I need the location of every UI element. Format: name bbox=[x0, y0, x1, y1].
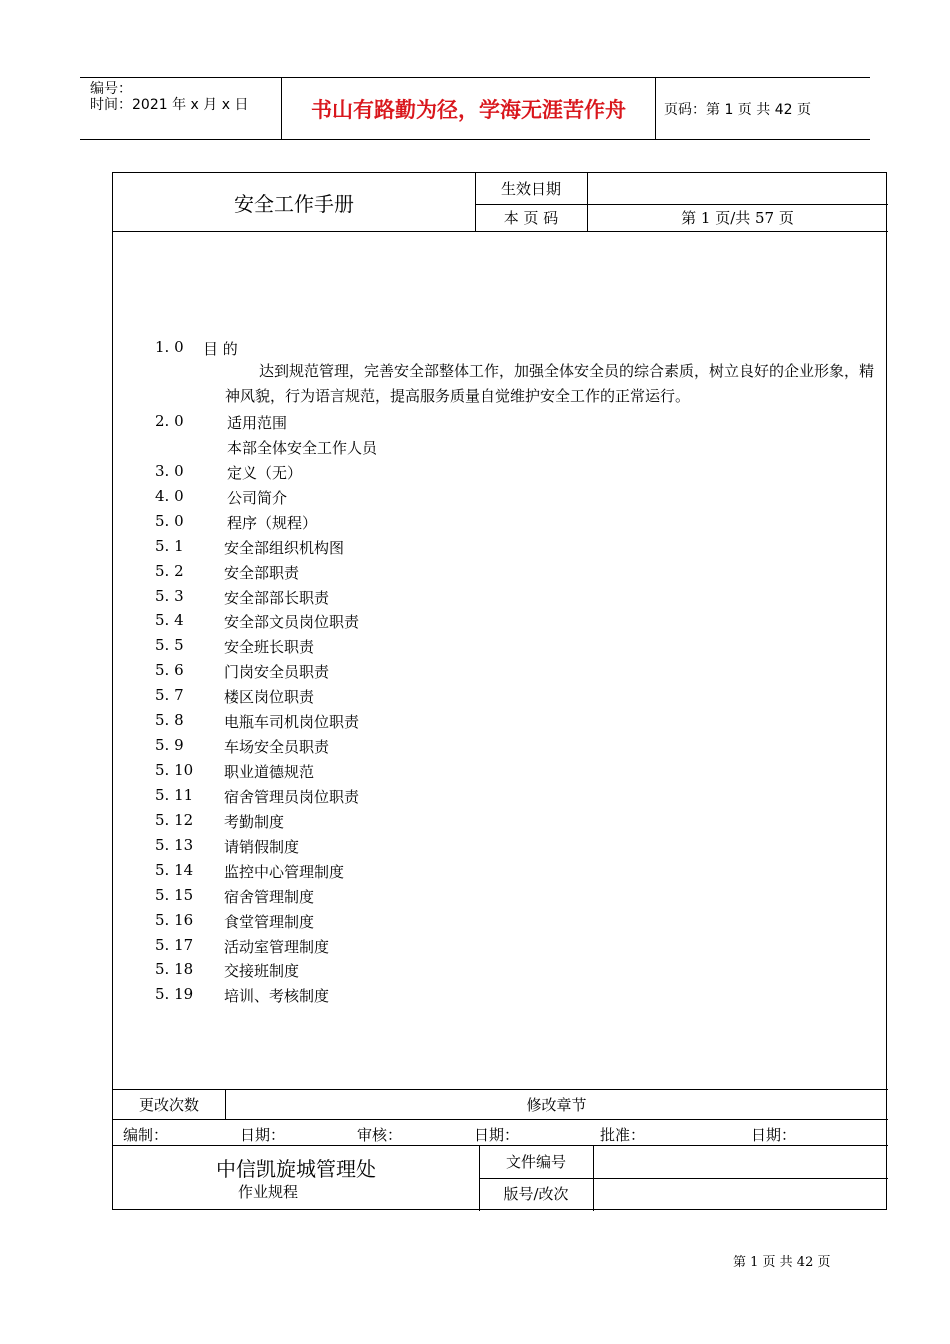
toc-item-label: 安全部文员岗位职责 bbox=[224, 613, 360, 632]
purpose-paragraph: 达到规范管理，完善安全部整体工作，加强全体安全员的综合素质，树立良好的企业形象，精神风貌，行为语言规范，提高服务质量自觉维护安全工作的正常运行。 bbox=[225, 362, 875, 405]
toc-item-label: 请销假制度 bbox=[224, 837, 300, 856]
toc-item-label: 交接班制度 bbox=[224, 962, 300, 981]
toc-item-label: 宿舍管理制度 bbox=[224, 887, 315, 906]
toc-item-label: 安全部部长职责 bbox=[224, 588, 330, 607]
toc-item-number: 5. 10 bbox=[155, 761, 194, 780]
manual-form bbox=[112, 172, 887, 1210]
version-label: 版号/改次 bbox=[503, 1185, 569, 1203]
effective-date-value bbox=[587, 173, 888, 204]
section-number: 1. 0 bbox=[155, 338, 184, 356]
toc-item-label: 门岗安全员职责 bbox=[224, 663, 330, 682]
toc-item-number: 5. 14 bbox=[155, 860, 194, 879]
this-page-value: 第 1 页/共 57 页 bbox=[681, 209, 794, 227]
doc-number-label: 文件编号 bbox=[505, 1153, 566, 1171]
toc-item-label: 电瓶车司机岗位职责 bbox=[224, 713, 360, 732]
toc-item-label: 楼区岗位职责 bbox=[224, 688, 315, 707]
toc-item-label: 考勤制度 bbox=[224, 812, 285, 831]
toc-item-number: 5. 2 bbox=[155, 561, 184, 580]
toc-item-number: 4. 0 bbox=[155, 486, 184, 505]
header-motto: 书山有路勤为径，学海无涯苦作舟 bbox=[281, 78, 656, 139]
toc-item-label: 安全班长职责 bbox=[224, 638, 315, 657]
toc-item-number: 5. 1 bbox=[155, 536, 184, 555]
reviewed-date-label: 日期： bbox=[474, 1126, 520, 1144]
section-title: 目 的 bbox=[203, 340, 238, 358]
toc-item-label: 车场安全员职责 bbox=[224, 738, 330, 757]
toc-item-label: 培训、考核制度 bbox=[224, 987, 330, 1006]
this-page-label: 本 页 码 bbox=[503, 209, 559, 227]
toc-item-number: 5. 12 bbox=[155, 810, 194, 829]
version-value bbox=[593, 1178, 888, 1209]
compiled-date-label: 日期： bbox=[240, 1126, 286, 1144]
toc-item-number: 5. 19 bbox=[155, 985, 194, 1004]
toc-item-number: 5. 4 bbox=[155, 611, 184, 630]
toc-item-number: 2. 0 bbox=[155, 412, 184, 430]
time-line: 时间：2021 年 x 月 x 日 bbox=[90, 97, 249, 113]
toc-item-number: 5. 0 bbox=[155, 511, 184, 530]
toc-item-label: 活动室管理制度 bbox=[224, 937, 330, 956]
number-label: 编号： bbox=[90, 81, 132, 97]
approved-by-label: 批准： bbox=[600, 1126, 646, 1144]
toc-item-label: 适用范围 bbox=[227, 414, 288, 432]
toc-item-label: 程序（规程） bbox=[227, 513, 318, 532]
toc-item-number: 5. 17 bbox=[155, 935, 194, 954]
approved-date-label: 日期： bbox=[751, 1126, 797, 1144]
toc-item-label: 食堂管理制度 bbox=[224, 912, 315, 931]
reviewed-by-label: 审核： bbox=[357, 1126, 403, 1144]
toc-item-number: 5. 9 bbox=[155, 736, 184, 755]
toc-item-number: 5. 5 bbox=[155, 636, 184, 655]
page-footer: 第 1 页 共 42 页 bbox=[733, 1255, 831, 1270]
compiled-by-label: 编制： bbox=[123, 1126, 169, 1144]
form-title: 安全工作手册 bbox=[234, 191, 354, 216]
procedure-type: 作业规程 bbox=[237, 1183, 298, 1201]
toc-item-number: 5. 13 bbox=[155, 835, 194, 854]
toc-item-label: 职业道德规范 bbox=[224, 763, 315, 782]
toc-item-number: 5. 7 bbox=[155, 686, 184, 705]
revision-count-label: 更改次数 bbox=[138, 1095, 199, 1114]
toc-item-label: 本部全体安全工作人员 bbox=[227, 438, 378, 457]
toc-item-number: 5. 3 bbox=[155, 586, 184, 605]
toc-item-number: 3. 0 bbox=[155, 461, 184, 480]
revision-chapter-label: 修改章节 bbox=[526, 1095, 587, 1114]
toc-item-label: 宿舍管理员岗位职责 bbox=[224, 787, 360, 806]
doc-number-value bbox=[593, 1145, 888, 1178]
toc-item-label: 定义（无） bbox=[227, 463, 303, 482]
toc-item-number: 5. 6 bbox=[155, 661, 184, 680]
toc-item-number: 5. 8 bbox=[155, 711, 184, 730]
toc-item-label: 安全部职责 bbox=[224, 563, 300, 582]
effective-date-label: 生效日期 bbox=[500, 180, 561, 198]
header-meta bbox=[80, 78, 281, 139]
toc-item-label: 安全部组织机构图 bbox=[224, 538, 345, 557]
toc-item-number: 5. 15 bbox=[155, 885, 194, 904]
toc-item-number: 5. 11 bbox=[155, 785, 194, 804]
toc-item-number: 5. 16 bbox=[155, 910, 194, 929]
toc-item-label: 监控中心管理制度 bbox=[224, 862, 345, 881]
document-header bbox=[80, 77, 870, 140]
header-page-code: 页码：第 1 页 共 42 页 bbox=[664, 101, 811, 118]
toc-item-number: 5. 18 bbox=[155, 960, 194, 979]
organization-name: 中信凯旋城管理处 bbox=[216, 1157, 376, 1181]
toc-item-label: 公司简介 bbox=[227, 488, 288, 507]
